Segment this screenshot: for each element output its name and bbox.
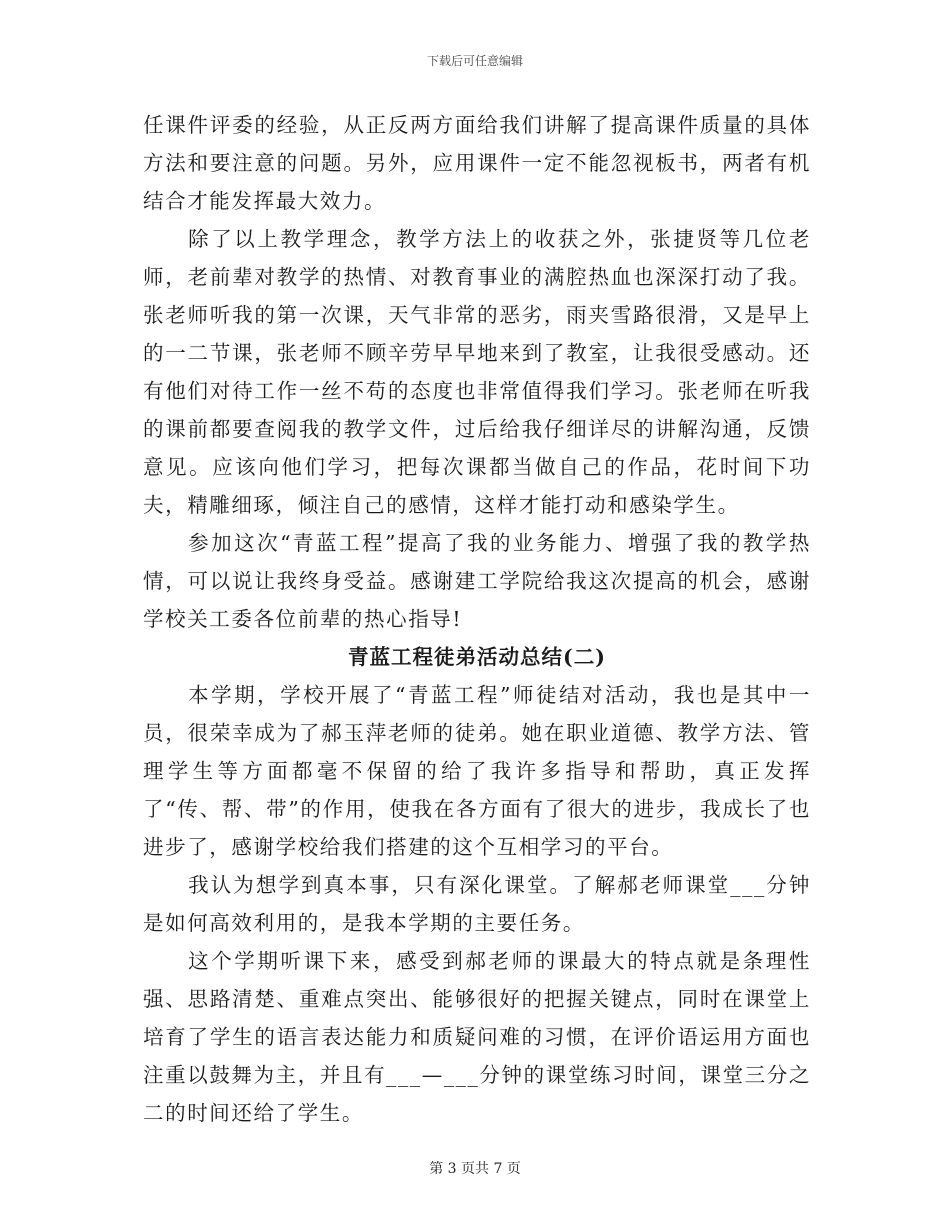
paragraph-intro: 本学期，学校开展了“青蓝工程”师徒结对活动，我也是其中一员，很荣幸成为了郝玉萍老师的徒弟。她在职业道德、教学方法、管理学生等方面都毫不保留的给了我许多指导和帮助，真正发挥了“传、帮、带”的作用，使我在各方面有了很大的进步，我成长了也进步了，感谢学校给我们搭建的这个互相学习的平台。 (143, 683, 811, 859)
paragraph-observation: 这个学期听课下来，感受到郝老师的课最大的特点就是条理性强、思路清楚、重难点突出、能够很好的把握关键点，同时在课堂上培育了学生的语言表达能力和质疑问难的习惯，在评价语运用方面也注重以鼓舞为主，并且有___—___分钟的课堂练习时间，课堂三分之二的时间还给了学生。 (143, 949, 811, 1125)
paragraph-gratitude: 参加这次“青蓝工程”提高了我的业务能力、增强了我的教学热情，可以说让我终身受益。感谢建工学院给我这次提高的机会，感谢学校关工委各位前辈的热心指导! (143, 531, 811, 631)
page-number: 第 3 页共 7 页 (429, 1161, 521, 1177)
document-body (143, 106, 811, 1132)
paragraph-teachers: 除了以上教学理念，教学方法上的收获之外，张捷贤等几位老师，老前辈对教学的热情、对教育事业的满腔热血也深深打动了我。张老师听我的第一次课，天气非常的恶劣，雨夹雪路很滑，又是早上的一二节课，张老师不顾辛劳早早地来到了教室，让我很受感动。还有他们对待工作一丝不苟的态度也非常值得我们学习。张老师在听我的课前都要查阅我的教学文件，过后给我仔细详尽的讲解沟通，反馈意见。应该向他们学习，把每次课都当做自己的作品，花时间下功夫，精雕细琢，倾注自己的感情，这样才能打动和感染学生。 (143, 227, 811, 517)
paragraph-continued: 任课件评委的经验，从正反两方面给我们讲解了提高课件质量的具体方法和要注意的问题。另外，应用课件一定不能忽视板书，两者有机结合才能发挥最大效力。 (143, 113, 811, 213)
paragraph-goal: 我认为想学到真本事，只有深化课堂。了解郝老师课堂___分钟是如何高效利用的，是我本学期的主要任务。 (143, 873, 811, 935)
page-header: 下载后可任意编辑 (426, 54, 523, 68)
section-title: 青蓝工程徒弟活动总结(二) (348, 645, 606, 669)
